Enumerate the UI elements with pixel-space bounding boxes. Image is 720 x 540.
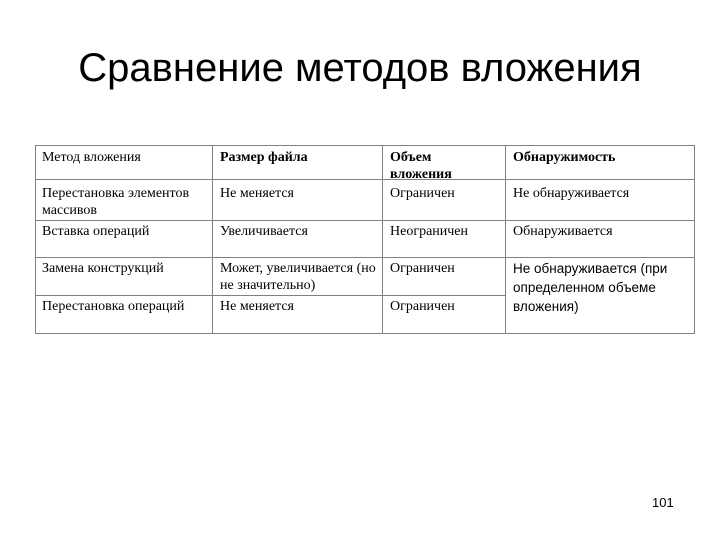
row4-file-size: Не меняется <box>220 299 294 314</box>
row2-capacity: Неограничен <box>390 224 469 239</box>
page-number: 101 <box>652 495 674 510</box>
comparison-table <box>35 145 695 334</box>
header-file-size: Размер файла <box>220 150 308 165</box>
row2-file-size: Увеличивается <box>220 224 308 239</box>
row3-detectability: Не обнаруживается (при определенном объеме вложения) <box>513 261 668 314</box>
row1-method: Перестановка элементов массивов <box>42 186 190 218</box>
row-divider <box>36 295 506 296</box>
row4-capacity: Ограничен <box>390 299 455 314</box>
row4-method: Перестановка операций <box>42 299 185 314</box>
slide-title: Сравнение методов вложения <box>78 46 642 90</box>
column-divider <box>382 146 383 333</box>
row-divider <box>36 220 694 221</box>
row1-file-size: Не меняется <box>220 186 294 201</box>
row2-detectability: Обнаруживается <box>513 224 613 239</box>
header-detectability: Обнаружимость <box>513 150 616 165</box>
row-divider <box>36 179 694 180</box>
column-divider <box>212 146 213 333</box>
row3-capacity: Ограничен <box>390 261 455 276</box>
row1-capacity: Ограничен <box>390 186 455 201</box>
column-divider <box>505 146 506 333</box>
row3-method: Замена конструкций <box>42 261 164 276</box>
header-capacity: Объем вложения <box>390 150 452 182</box>
row-divider <box>36 257 694 258</box>
header-method: Метод вложения <box>42 150 141 165</box>
row1-detectability: Не обнаруживается <box>513 186 630 201</box>
row2-method: Вставка операций <box>42 224 150 239</box>
row3-file-size: Может, увеличивается (но не значительно) <box>220 261 376 293</box>
